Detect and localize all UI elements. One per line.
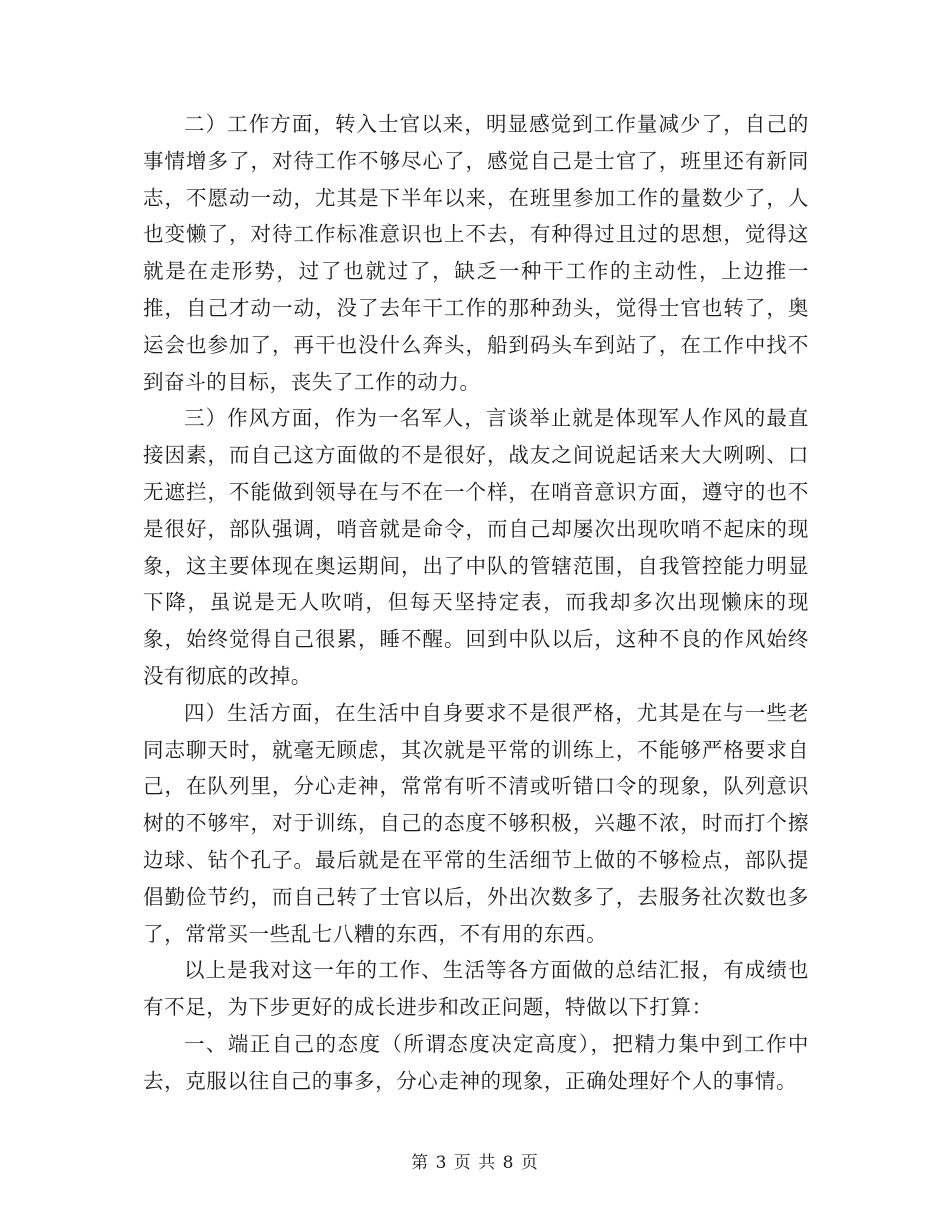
paragraph-plan-1: 一、端正自己的态度（所谓态度决定高度），把精力集中到工作中去，克服以往自己的事多，分心走神的现象，正确处理好个人的事情。: [143, 1031, 809, 1093]
paragraph-life: 四）生活方面，在生活中自身要求不是很严格，尤其是在与一些老同志聊天时，就毫无顾虑，其次就是平常的训练上，不能够严格要求自己，在队列里，分心走神，常常有听不清或听错口令的现象，队列意识树的不够牢，对于训练，自己的态度不够积极，兴趣不浓，时而打个擦边球、钻个孔子。最后就是在平常的生活细节上做的不够检点，部队提倡勤俭节约，而自己转了士官以后，外出次数多了，去服务社次数也多了，常常买一些乱七八糟的东西，不有用的东西。: [143, 700, 809, 946]
paragraph-work: 二）工作方面，转入士官以来，明显感觉到工作量减少了，自己的事情增多了，对待工作不够尽心了，感觉自己是士官了，班里还有新同志，不愿动一动，尤其是下半年以来，在班里参加工作的量数少了，人也变懒了，对待工作标准意识也上不去，有种得过且过的思想，觉得这就是在走形势，过了也就过了，缺乏一种干工作的主动性，上边推一推，自己才动一动，没了去年干工作的那种劲头，觉得士官也转了，奥运会也参加了，再干也没什么奔头，船到码头车到站了，在工作中找不到奋斗的目标，丧失了工作的动力。: [143, 112, 809, 394]
document-body: [143, 106, 809, 1100]
page-footer: 第 3 页 共 8 页: [411, 1153, 539, 1173]
paragraph-summary: 以上是我对这一年的工作、生活等各方面做的总结汇报，有成绩也有不足，为下步更好的成长进步和改正问题，特做以下打算：: [143, 958, 809, 1020]
paragraph-conduct: 三）作风方面，作为一名军人，言谈举止就是体现军人作风的最直接因素，而自己这方面做的不是很好，战友之间说起话来大大咧咧、口无遮拦，不能做到领导在与不在一个样，在哨音意识方面，遵守的也不是很好，部队强调，哨音就是命令，而自己却屡次出现吹哨不起床的现象，这主要体现在奥运期间，出了中队的管辖范围，自我管控能力明显下降，虽说是无人吹哨，但每天坚持定表，而我却多次出现懒床的现象，始终觉得自己很累，睡不醒。回到中队以后，这种不良的作风始终没有彻底的改掉。: [143, 406, 809, 688]
